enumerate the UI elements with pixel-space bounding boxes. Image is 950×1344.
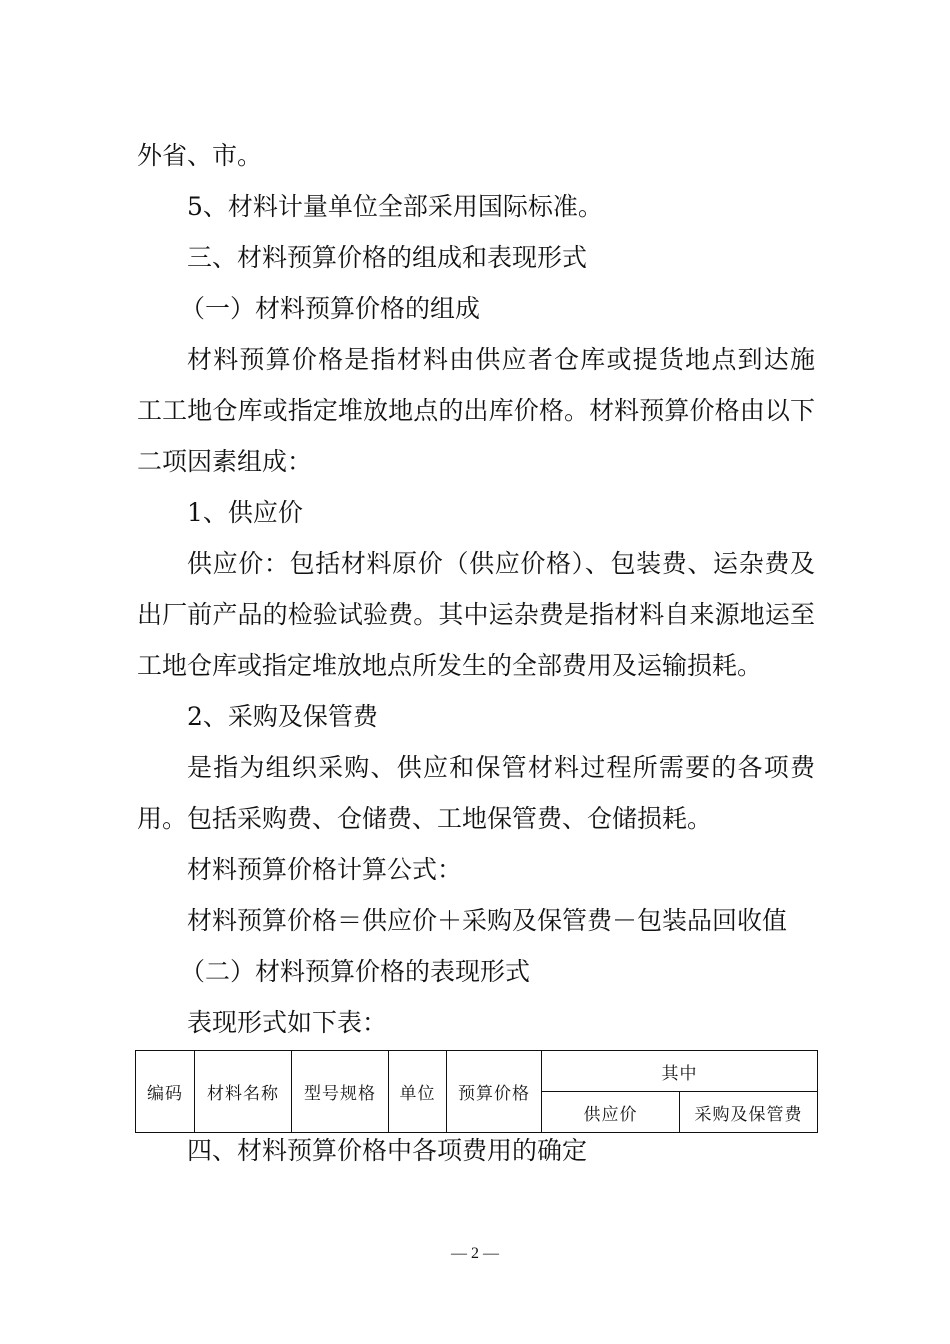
subsection-heading: （一）材料预算价格的组成	[180, 294, 481, 323]
section-heading: 三、材料预算价格的组成和表现形式	[187, 243, 588, 272]
section-heading: 四、材料预算价格中各项费用的确定	[187, 1136, 588, 1165]
text-line: 材料预算价格是指材料由供应者仓库或提货地点到达施	[187, 345, 815, 374]
item-heading: 2、采购及保管费	[187, 702, 378, 731]
price-format-table	[135, 1050, 818, 1133]
text-line: 材料预算价格计算公式：	[187, 855, 463, 884]
header-of-which: 其中	[542, 1051, 818, 1092]
subsection-heading: （二）材料预算价格的表现形式	[180, 957, 531, 986]
header-code: 编码	[136, 1051, 195, 1133]
formula-line: 材料预算价格＝供应价＋采购及保管费－包装品回收值	[187, 906, 788, 935]
text-line: 供应价：包括材料原价（供应价格）、包装费、运杂费及	[187, 549, 815, 578]
text-line: 用。包括采购费、仓储费、工地保管费、仓储损耗。	[137, 804, 713, 833]
text-line: 是指为组织采购、供应和保管材料过程所需要的各项费	[187, 753, 815, 782]
page-number: — 2 —	[451, 1245, 499, 1262]
header-supply-price: 供应价	[542, 1092, 680, 1133]
text-line: 出厂前产品的检验试验费。其中运杂费是指材料自来源地运至	[137, 600, 815, 629]
text-line: 二项因素组成：	[137, 447, 313, 476]
text-line: 5、材料计量单位全部采用国际标准。	[187, 192, 603, 221]
text-line: 工地仓库或指定堆放地点所发生的全部费用及运输损耗。	[137, 651, 763, 680]
text-line: 外省、市。	[137, 141, 263, 170]
header-purchase-storage-fee: 采购及保管费	[680, 1092, 818, 1133]
text-line: 工工地仓库或指定堆放地点的出库价格。材料预算价格由以下	[137, 396, 815, 425]
item-heading: 1、供应价	[187, 498, 303, 527]
header-model-spec: 型号规格	[292, 1051, 389, 1133]
text-line: 表现形式如下表：	[187, 1008, 388, 1037]
header-budget-price: 预算价格	[447, 1051, 542, 1133]
header-unit: 单位	[389, 1051, 447, 1133]
header-material-name: 材料名称	[195, 1051, 292, 1133]
